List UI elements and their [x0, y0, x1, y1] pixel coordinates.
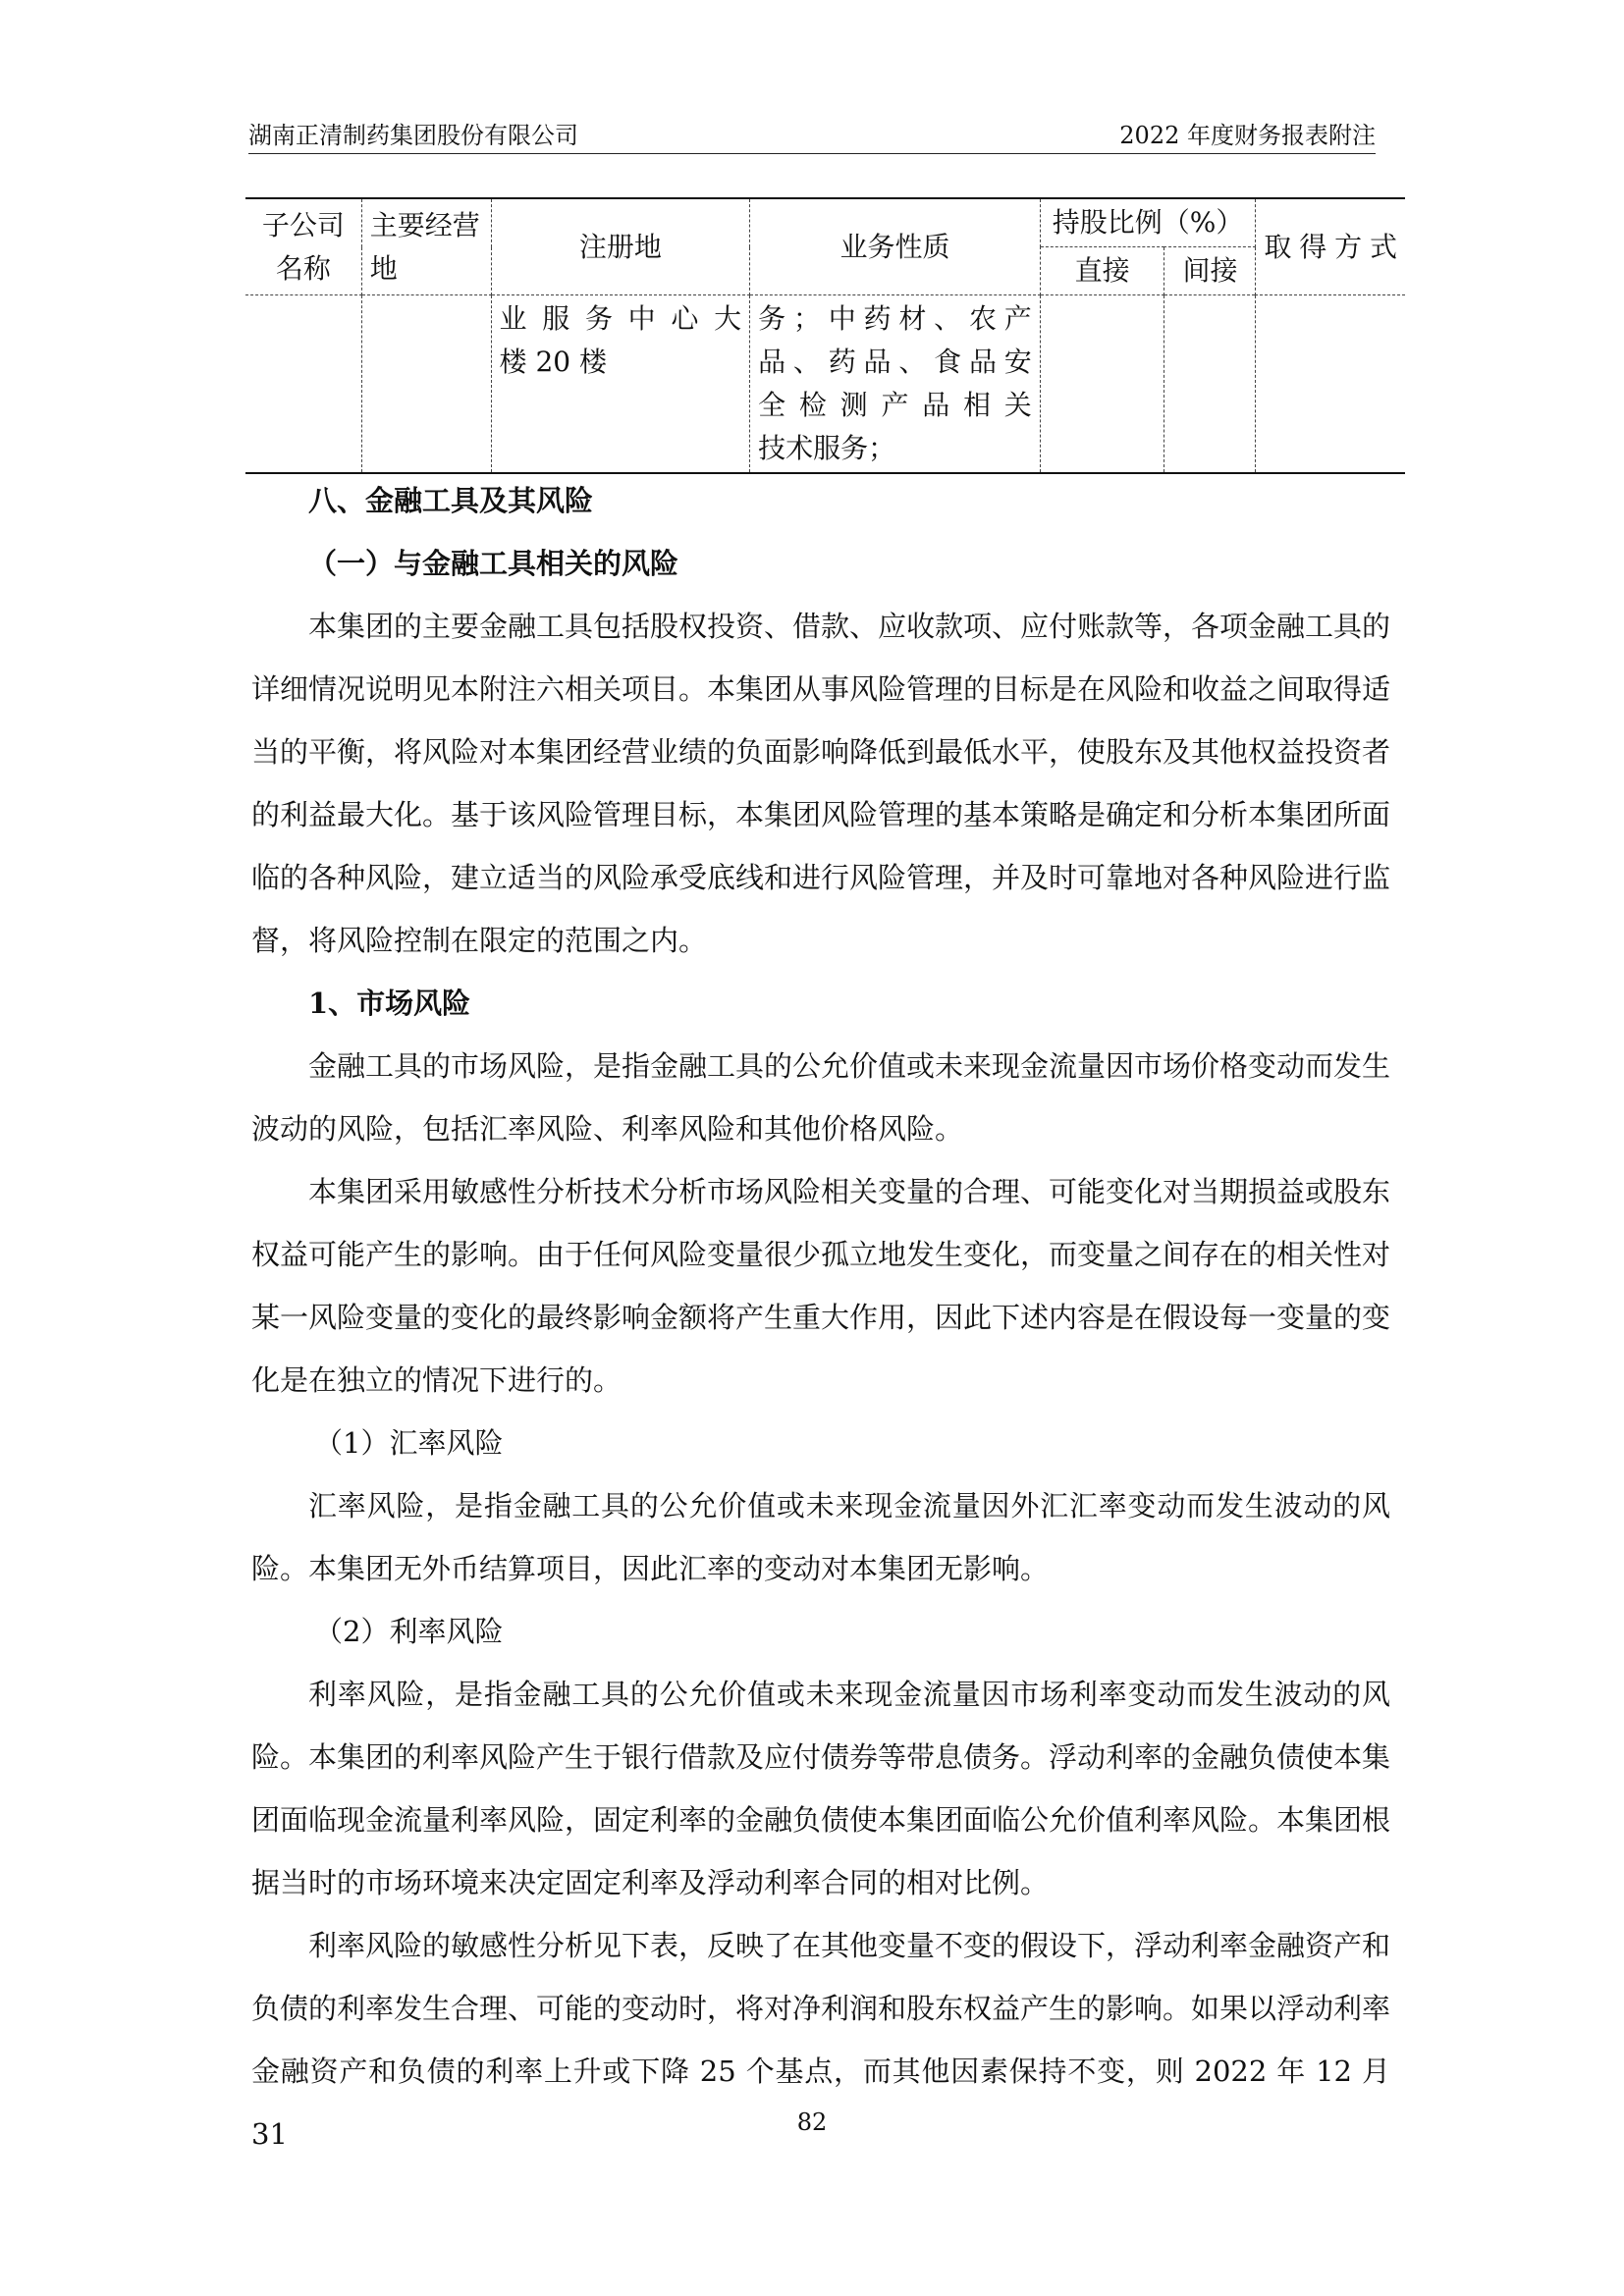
cell-registered [491, 295, 750, 474]
cell-business [750, 295, 1041, 474]
table-row [245, 295, 1405, 474]
header-company: 湖南正清制药集团股份有限公司 [248, 122, 578, 149]
paragraph: 金融工具的市场风险，是指金融工具的公允价值或未来现金流量因市场价格变动而发生波动的风险，包括汇率风险、利率风险和其他价格风险。 [251, 1049, 1391, 1146]
page-number: 82 [796, 2109, 828, 2136]
paragraph: 汇率风险，是指金融工具的公允价值或未来现金流量因外汇汇率变动而发生波动的风险。本集团无外币结算项目，因此汇率的变动对本集团无影响。 [251, 1489, 1390, 1585]
cell-name [245, 295, 361, 474]
th-share-ratio: 持股比例（%） [1040, 198, 1256, 247]
subsection-title: 1、市场风险 [308, 987, 471, 1020]
section-title: 八、金融工具及其风险 [308, 484, 594, 517]
th-registered-place: 注册地 [491, 198, 750, 295]
header-report-title: 2022 年度财务报表附注 [1119, 122, 1376, 149]
main-content [251, 469, 1390, 2165]
cell-method [1256, 295, 1405, 474]
paragraph: 本集团的主要金融工具包括股权投资、借款、应收款项、应付账款等，各项金融工具的详细情况说明见本附注六相关项目。本集团从事风险管理的目标是在风险和收益之间取得适当的平衡，将风险对本集团经营业绩的负面影响降低到最低水平，使股东及其他权益投资者的利益最大化。基于该风险管理目标，本集团风险管理的基本策略是确定和分析本集团所面临的各种风险，建立适当的风险承受底线和进行风险管理，并及时可靠地对各种风险进行监督，将风险控制在限定的范围之内。 [251, 610, 1391, 957]
cell-business-line: 全检测产品相关 [758, 389, 1032, 421]
th-direct: 直接 [1040, 247, 1164, 295]
paragraph: 利率风险，是指金融工具的公允价值或未来现金流量因市场利率变动而发生波动的风险。本集团的利率风险产生于银行借款及应付债券等带息债务。浮动利率的金融负债使本集团面临现金流量利率风险，固定利率的金融负债使本集团面临公允价值利率风险。本集团根据当时的市场环境来决定固定利率及浮动利率合同的相对比例。 [251, 1678, 1391, 1899]
cell-registered-line: 楼 20 楼 [499, 346, 607, 378]
th-main-place: 主要经营地 [361, 198, 491, 295]
subsidiary-table [245, 197, 1405, 474]
paragraph: 本集团采用敏感性分析技术分析市场风险相关变量的合理、可能变化对当期损益或股东权益可能产生的影响。由于任何风险变量很少孤立地发生变化，而变量之间存在的相关性对某一风险变量的变化的最终影响金额将产生重大作用，因此下述内容是在假设每一变量的变化是在独立的情况下进行的。 [251, 1175, 1391, 1397]
cell-direct [1040, 295, 1164, 474]
cell-place [361, 295, 491, 474]
cell-indirect [1164, 295, 1256, 474]
page-header [248, 110, 1376, 154]
th-acquisition-method: 取得方式 [1256, 198, 1405, 295]
cell-business-line: 品、药品、食品安 [758, 346, 1032, 378]
subsection-title: （1）汇率风险 [314, 1426, 504, 1460]
cell-registered-line: 业服务中心大 [499, 302, 742, 335]
cell-business-line: 技术服务； [758, 432, 896, 464]
subsection-title: （一）与金融工具相关的风险 [308, 547, 679, 580]
table-header-row [245, 198, 1405, 247]
th-indirect: 间接 [1164, 247, 1256, 295]
subsection-title: （2）利率风险 [314, 1615, 504, 1648]
paragraph: 利率风险的敏感性分析见下表，反映了在其他变量不变的假设下，浮动利率金融资产和负债的利率发生合理、可能的变动时，将对净利润和股东权益产生的影响。如果以浮动利率金融资产和负债的利率上升或下降 25 个基点，而其他因素保持不变，则 2022 年 12 月 31 [251, 1929, 1391, 2151]
th-business-nature: 业务性质 [750, 198, 1041, 295]
th-subsidiary-name: 子公司名称 [245, 198, 361, 295]
cell-business-line: 务；中药材、农产 [758, 302, 1032, 335]
